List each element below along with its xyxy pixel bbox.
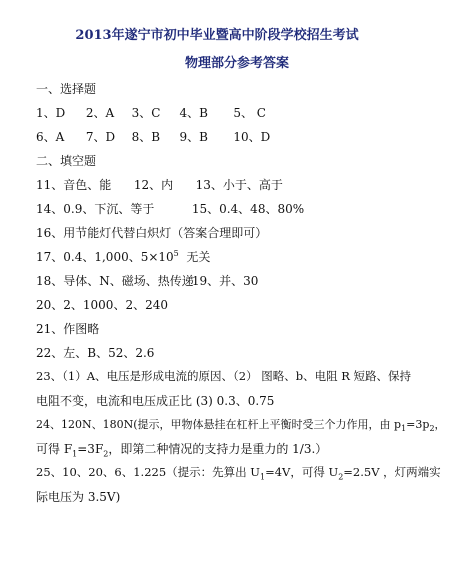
- choice-row-2: [36, 128, 270, 145]
- answer-25-line-1: [36, 464, 441, 480]
- answer-25-sub-1: 1: [260, 472, 266, 482]
- answer-24-sub-2: 2: [429, 424, 435, 434]
- answer-19: 19、并、30: [191, 274, 259, 288]
- answer-10: 10、D: [233, 130, 271, 144]
- answer-24-text-a: 24、120N、180N(提示，甲物体悬挂在杠杆上平衡时受三个力作用，由 p: [36, 418, 402, 431]
- answer-18: 18、导体、N、磁场、热传递: [36, 274, 194, 288]
- answer-23-line-1: 23、（1）A、电压是形成电流的原因、（2） 图略、b、电阻 R 短路、保持: [36, 369, 412, 383]
- answer-11: 11、音色、能: [36, 178, 112, 192]
- answer-1: 1、D: [36, 106, 66, 120]
- fill-row-14-15: [36, 200, 304, 217]
- answer-24-sub-1: 1: [401, 424, 407, 434]
- answer-9: 9、B: [179, 130, 208, 144]
- answer-24-text-b: =3p: [406, 418, 430, 431]
- answer-5: 5、 C: [233, 106, 266, 120]
- answer-24-line-2: [36, 440, 327, 457]
- answer-25-text-c: =2.5V ，灯两端实: [343, 465, 441, 479]
- answer-6: 6、A: [36, 130, 65, 144]
- answer-17-tail: 无关: [178, 250, 211, 264]
- answer-21: 21、作图略: [36, 322, 100, 336]
- answer-22: 22、左、B、52、2.6: [36, 346, 155, 360]
- choice-row-1: [36, 104, 266, 121]
- fill-row-18-19: [36, 272, 258, 289]
- fill-row-11-13: [36, 176, 283, 193]
- answer-24-sub-3: 1: [72, 449, 78, 459]
- section-heading-fill: 二、填空题: [36, 154, 97, 168]
- answer-24-text-c: ，: [434, 418, 446, 431]
- answer-17-exponent: 5: [173, 249, 179, 258]
- answer-14: 14、0.9、下沉、等于: [36, 202, 155, 216]
- answer-7: 7、D: [85, 130, 116, 144]
- answer-25-text-b: =4V，可得 U: [265, 465, 339, 479]
- answer-16: 16、用节能灯代替白炽灯（答案合理即可）: [36, 226, 268, 240]
- answer-4: 4、B: [179, 106, 208, 120]
- answer-8: 8、B: [131, 130, 161, 144]
- answer-13: 13、小于、高于: [195, 178, 283, 192]
- answer-17-main: 17、0.4、1,000、5×10: [36, 250, 174, 264]
- answer-3: 3、C: [131, 106, 161, 120]
- answer-25-sub-2: 2: [338, 472, 344, 482]
- answer-23-line-2: 电阻不变，电流和电压成正比 (3) 0.3、0.75: [36, 394, 275, 408]
- answer-24-line-1: [36, 416, 446, 432]
- answer-20: 20、2、1000、2、240: [36, 298, 168, 312]
- document-title: 2013年遂宁市初中毕业暨高中阶段学校招生考试: [75, 28, 359, 43]
- answer-17: [36, 248, 210, 265]
- answer-24-text-d: 可得 F: [36, 442, 73, 456]
- answer-2: 2、A: [85, 106, 115, 120]
- answer-25-text-a: 25、10、20、6、1.225（提示：先算出 U: [36, 465, 260, 479]
- answer-25-line-2: 际电压为 3.5V): [36, 490, 121, 504]
- answer-24-text-f: ，即第二种情况的支持力是重力的 1/3.）: [108, 442, 328, 456]
- section-heading-choice: 一、选择题: [36, 82, 97, 96]
- answer-15: 15、0.4、48、80%: [191, 202, 305, 216]
- answer-24-sub-4: 2: [103, 449, 109, 459]
- document-subtitle: 物理部分参考答案: [184, 56, 289, 71]
- answer-24-text-e: =3F: [77, 442, 104, 456]
- answer-12: 12、内: [133, 178, 174, 192]
